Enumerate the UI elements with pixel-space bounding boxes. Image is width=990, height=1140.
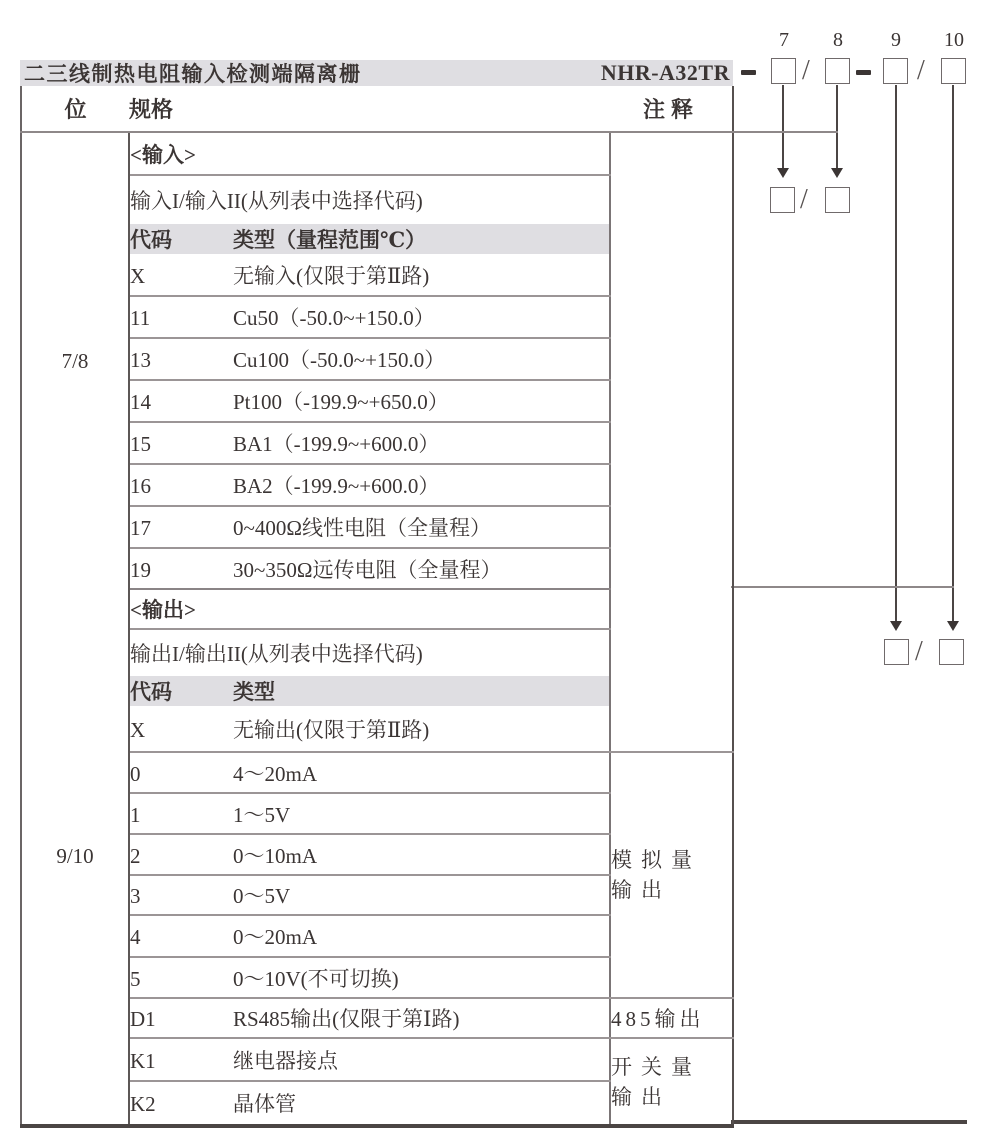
input-type: 30~350Ω远传电阻（全量程） xyxy=(233,557,502,582)
output-code: 4 xyxy=(130,925,141,949)
code-box-10 xyxy=(941,58,966,84)
output-code: D1 xyxy=(130,1007,156,1031)
connector-line-9 xyxy=(895,85,897,622)
arrow-down-7-icon xyxy=(777,168,789,178)
slash-separator-1: / xyxy=(802,55,810,86)
output-type: 4～20mA xyxy=(233,761,317,786)
output-code-header: 代码 xyxy=(130,680,172,704)
input-type: Cu50（-50.0~+150.0） xyxy=(233,306,435,330)
note-cell-input-empty xyxy=(610,132,733,589)
output-type: 晶体管 xyxy=(233,1092,296,1116)
digit-label-9: 9 xyxy=(891,29,901,51)
output-type: 1～5V xyxy=(233,802,291,827)
output-code: K2 xyxy=(130,1092,156,1116)
slash-separator-2: / xyxy=(917,55,925,86)
output-code: 2 xyxy=(130,843,141,868)
position-cell-input: 7/8 xyxy=(21,132,129,589)
note-cell-output-empty xyxy=(610,589,733,752)
output-subtitle: 输出I/输出II(从列表中选择代码) xyxy=(129,629,610,676)
spec-table xyxy=(20,86,734,1128)
output-code: 0 xyxy=(130,761,141,786)
input-type: BA1（-199.9~+600.0） xyxy=(233,432,440,456)
column-header-position: 位 xyxy=(21,86,129,132)
input2-code-box xyxy=(825,187,850,213)
input-code-header: 代码 xyxy=(130,228,172,252)
output-type: 0～10V(不可切换) xyxy=(233,966,399,991)
connector-line-8 xyxy=(836,85,838,169)
input-code: 17 xyxy=(130,516,151,540)
output-type: 0～5V xyxy=(233,884,291,908)
output-section-title: <输出> xyxy=(129,589,610,629)
output-type: 0～20mA xyxy=(233,925,317,949)
output-code: 5 xyxy=(130,966,141,991)
input-code: 16 xyxy=(130,474,151,498)
input-type: BA2（-199.9~+600.0） xyxy=(233,474,440,498)
input1-code-box xyxy=(770,187,795,213)
arrow-down-9-icon xyxy=(890,621,902,631)
output-type: 0～10mA xyxy=(233,843,317,868)
arrow-down-8-icon xyxy=(831,168,843,178)
input-type: 0~400Ω线性电阻（全量程） xyxy=(233,516,491,540)
header-connector-line xyxy=(731,131,838,133)
column-header-spec: 规格 xyxy=(129,86,610,132)
input-subtitle: 输入I/输入II(从列表中选择代码) xyxy=(129,175,610,224)
position-cell-output: 9/10 xyxy=(21,589,129,1126)
arrow-down-10-icon xyxy=(947,621,959,631)
output-code: X xyxy=(130,717,146,742)
connector-line-7 xyxy=(782,85,784,169)
bottom-rule-extension xyxy=(731,1120,967,1124)
input-code: 15 xyxy=(130,432,151,456)
output-type: 继电器接点 xyxy=(233,1048,338,1073)
output2-code-box xyxy=(939,639,964,665)
input-type-header: 类型（量程范围℃） xyxy=(233,228,427,252)
output-slash-separator: / xyxy=(915,636,923,667)
output-type: 无输出(仅限于第Ⅱ路) xyxy=(233,717,430,742)
output-code: 1 xyxy=(130,802,141,827)
page-title: 二三线制热电阻输入检测端隔离栅 xyxy=(24,62,362,86)
title-bar xyxy=(20,60,733,86)
note-analog-output: 模拟量 输出 xyxy=(610,752,733,998)
output-code: 3 xyxy=(130,884,141,908)
input-code: 13 xyxy=(130,348,151,372)
output1-code-box xyxy=(884,639,909,665)
output-code: K1 xyxy=(130,1048,156,1073)
input-section-title: <输入> xyxy=(129,132,610,175)
note-485-output: 485输出 xyxy=(610,998,733,1038)
digit-label-7: 7 xyxy=(779,29,789,51)
input-code: 11 xyxy=(130,306,151,330)
input-slash-separator: / xyxy=(800,184,808,215)
input-type: Pt100（-199.9~+650.0） xyxy=(233,390,449,414)
code-box-7 xyxy=(771,58,796,84)
table-row xyxy=(21,132,733,175)
output-type-header: 类型 xyxy=(233,680,275,704)
digit-label-8: 8 xyxy=(833,29,843,51)
digit-label-10: 10 xyxy=(944,29,964,51)
input-code: 19 xyxy=(130,557,151,582)
table-row xyxy=(21,589,733,629)
code-box-8 xyxy=(825,58,850,84)
output-type: RS485输出(仅限于第Ⅰ路) xyxy=(233,1007,460,1031)
column-header-note: 注释 xyxy=(610,86,733,132)
input-type: 无输入(仅限于第Ⅱ路) xyxy=(233,263,430,288)
dash-separator-2 xyxy=(856,70,871,75)
dash-separator-1 xyxy=(741,70,756,75)
input-code: 14 xyxy=(130,390,151,414)
section-connector-line xyxy=(731,586,954,588)
model-number: NHR-A32TR xyxy=(600,60,730,85)
connector-line-10 xyxy=(952,85,954,622)
input-type: Cu100（-50.0~+150.0） xyxy=(233,348,446,372)
code-box-9 xyxy=(883,58,908,84)
input-code: X xyxy=(130,263,146,288)
note-switch-output: 开关量 输出 xyxy=(611,1054,701,1109)
table-header-row xyxy=(21,86,733,132)
